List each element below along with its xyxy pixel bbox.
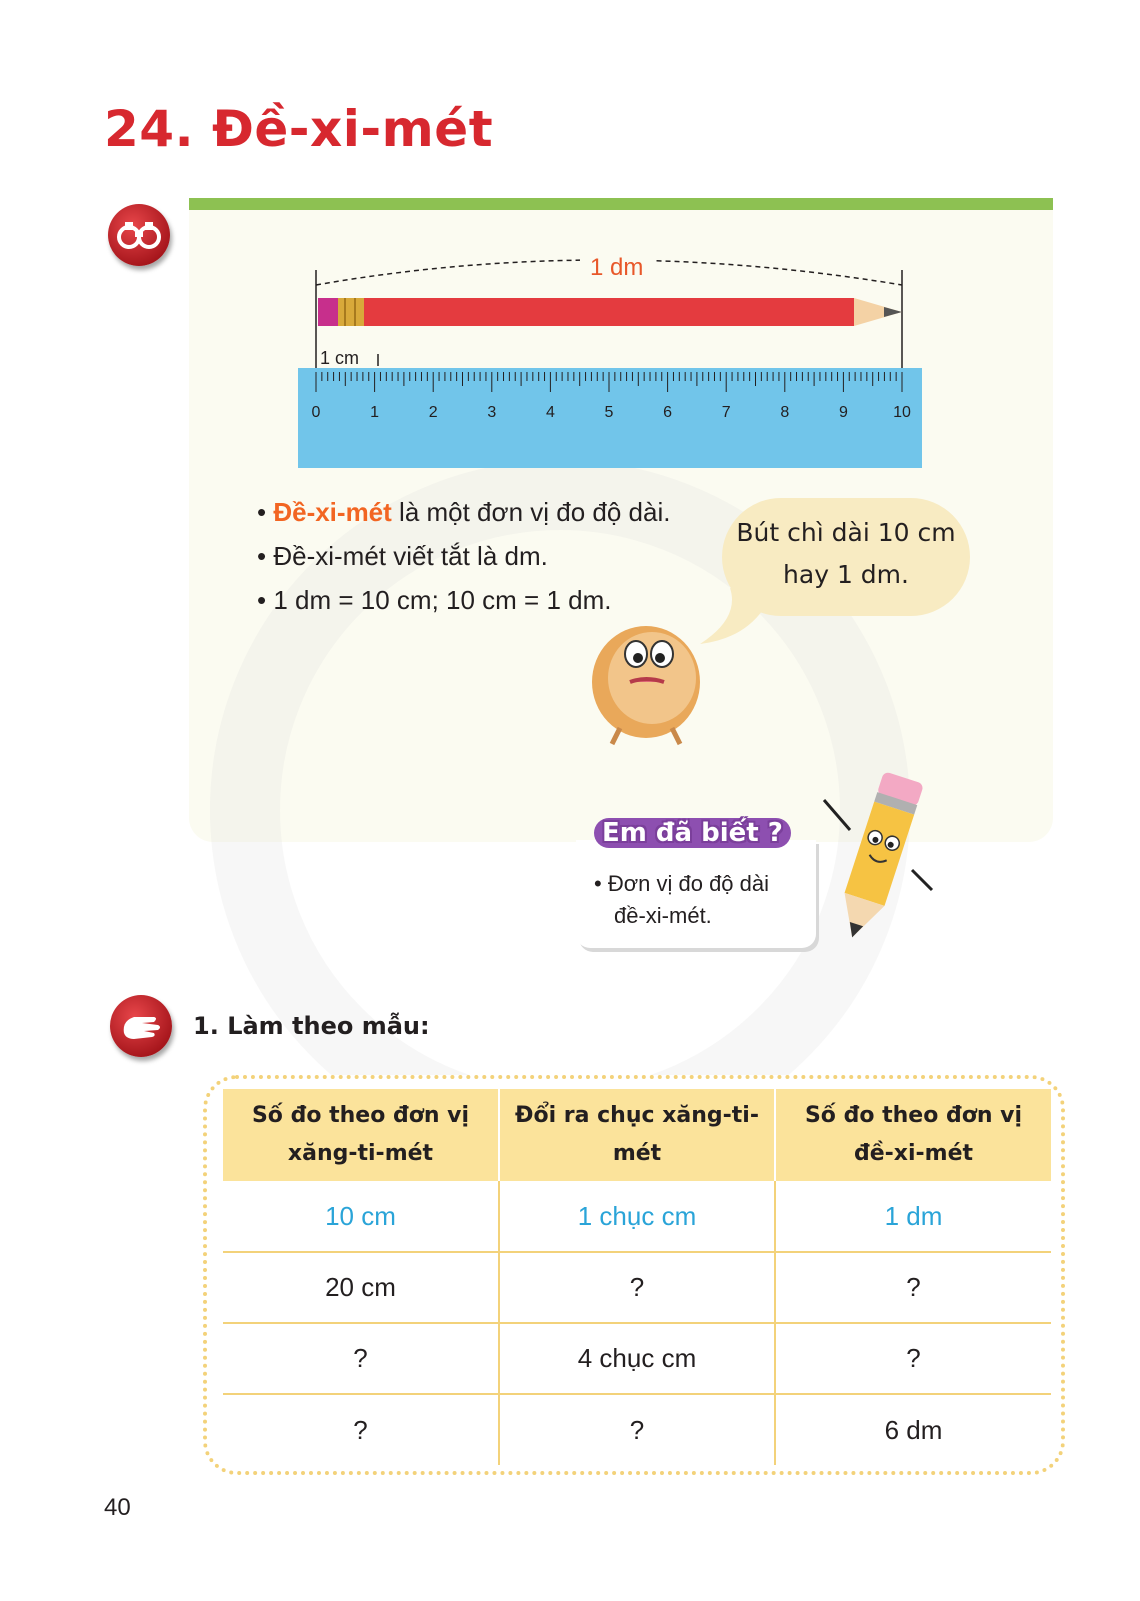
ruler-number: 0 — [311, 404, 321, 421]
definition-text: là một đơn vị đo độ dài. — [391, 497, 671, 527]
did-you-know-title: Em đã biết ? — [594, 818, 791, 848]
table-row — [223, 1323, 1051, 1394]
table-header-row — [223, 1089, 1051, 1181]
conversion-table — [223, 1089, 1051, 1465]
answer-cell[interactable]: ? — [775, 1323, 1051, 1394]
header-line: xăng-ti-mét — [287, 1141, 434, 1166]
header-line: đề-xi-mét — [853, 1141, 974, 1166]
term-highlight: Đề-xi-mét — [273, 497, 392, 527]
header-dm — [775, 1089, 1051, 1181]
know-line: • Đơn vị đo độ dài — [594, 871, 770, 896]
definition-list — [257, 490, 670, 622]
conversion-table-frame — [203, 1075, 1065, 1475]
header-line: Số đo theo đơn vị — [804, 1103, 1023, 1128]
ruler-number: 9 — [838, 404, 848, 421]
answer-cell[interactable]: ? — [223, 1394, 499, 1465]
definition-item: • Đề-xi-mét là một đơn vị đo độ dài. — [257, 497, 671, 527]
answer-cell[interactable]: ? — [223, 1323, 499, 1394]
ruler-number: 6 — [663, 404, 673, 421]
header-cm — [223, 1089, 499, 1181]
exercise-number: 1. — [193, 1012, 219, 1040]
bubble-line: Bút chì dài 10 cm — [736, 518, 956, 547]
table-row — [223, 1181, 1051, 1252]
ruler-number: 2 — [428, 404, 438, 421]
did-you-know-text — [594, 868, 769, 932]
answer-cell[interactable]: ? — [499, 1252, 775, 1323]
ruler-number: 10 — [893, 404, 911, 421]
header-line: Đổi ra chục xăng-ti-mét — [515, 1103, 759, 1166]
table-cell: 6 dm — [884, 1414, 943, 1445]
table-cell: 20 cm — [223, 1252, 499, 1323]
definition-item: • 1 dm = 10 cm; 10 cm = 1 dm. — [257, 585, 612, 615]
ruler-number: 7 — [721, 404, 731, 421]
table-cell: 4 chục cm — [499, 1323, 775, 1394]
conversion-text: 1 dm = 10 cm; 10 cm = 1 dm. — [273, 585, 612, 615]
definition-item: • Đề-xi-mét viết tắt là dm. — [257, 541, 548, 571]
table-row — [223, 1252, 1051, 1323]
ruler-number: 3 — [487, 404, 497, 421]
ruler-number: 5 — [604, 404, 614, 421]
abbreviation-text: Đề-xi-mét viết tắt là dm. — [273, 541, 548, 571]
answer-cell[interactable]: ? — [775, 1252, 1051, 1323]
ruler-number: 1 — [370, 404, 380, 421]
bubble-line: hay 1 dm. — [783, 560, 909, 589]
page-number: 40 — [104, 1494, 131, 1521]
hand-practice-icon — [110, 995, 172, 1057]
table-cell: 10 cm — [223, 1181, 499, 1252]
answer-cell[interactable]: ? — [499, 1394, 775, 1465]
ruler-number: 4 — [545, 404, 555, 421]
dm-label: 1 dm — [580, 254, 653, 282]
exercise-heading — [193, 1012, 430, 1040]
know-line: đề-xi-mét. — [614, 903, 712, 928]
exercise-instruction: Làm theo mẫu: — [227, 1012, 430, 1040]
pencil-character-icon — [820, 760, 938, 950]
table-cell: 1 dm — [775, 1181, 1051, 1252]
header-tens-cm — [499, 1089, 775, 1181]
ruler-number: 8 — [780, 404, 790, 421]
lesson-title: 24. Đề-xi-mét — [104, 100, 494, 158]
pencil-ruler-illustration — [0, 0, 1140, 470]
know-line-text: Đơn vị đo độ dài — [607, 871, 770, 896]
header-line: Số đo theo đơn vị — [251, 1103, 470, 1128]
cm-label: 1 cm — [320, 348, 360, 368]
speech-bubble — [722, 498, 970, 616]
table-row — [223, 1394, 1051, 1465]
table-cell: 1 chục cm — [499, 1181, 775, 1252]
backpack-character-icon — [580, 618, 712, 748]
